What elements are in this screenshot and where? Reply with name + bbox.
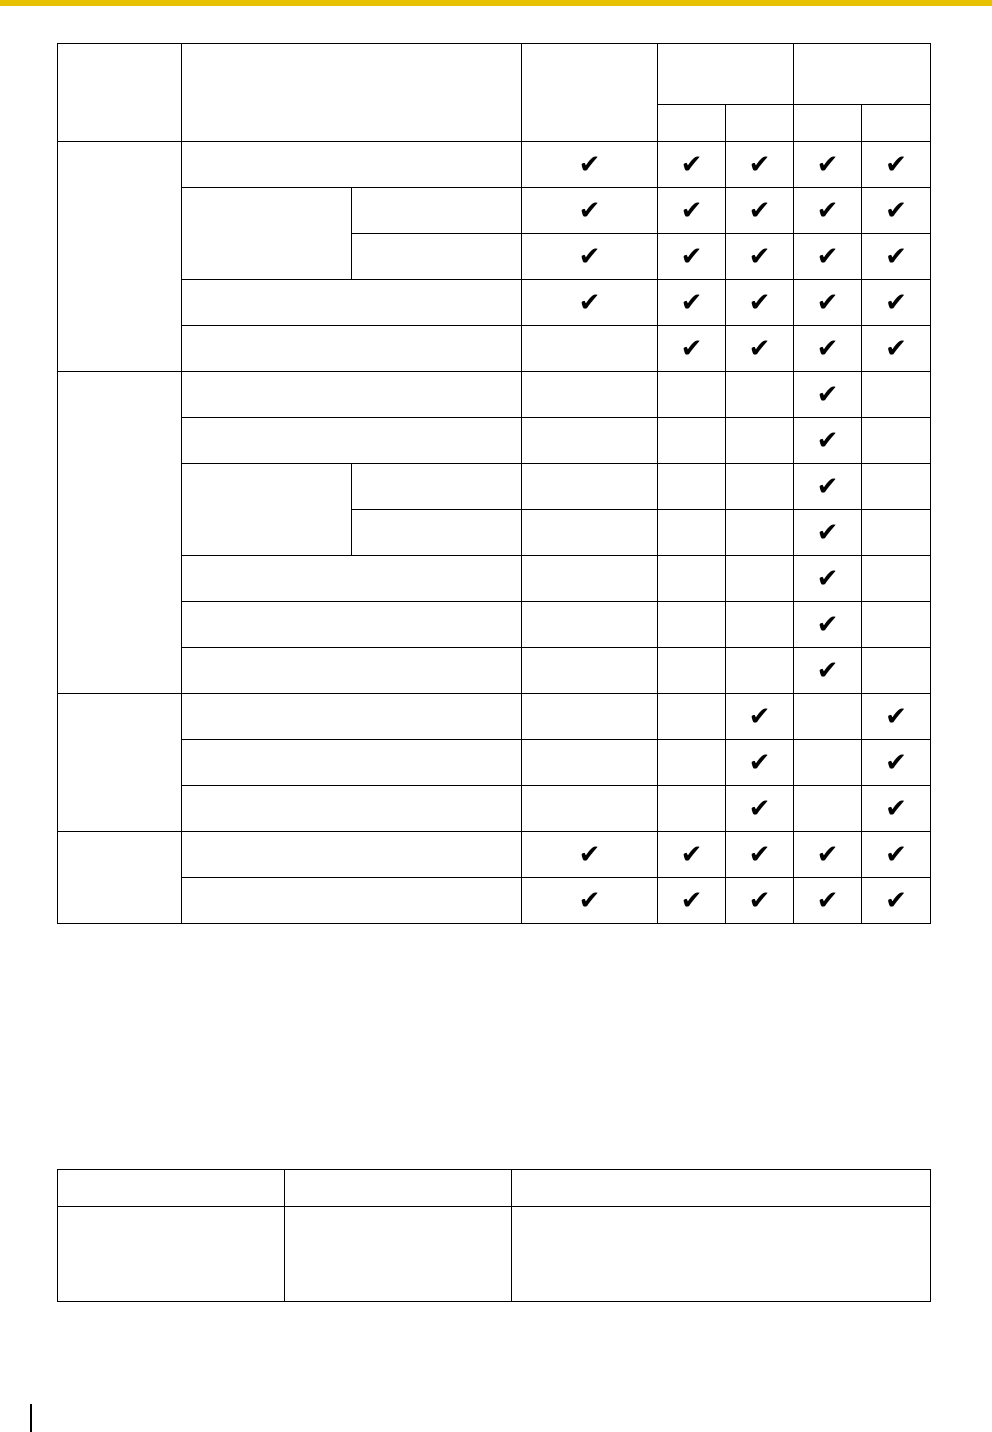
category-cell [58,142,182,372]
check-cell [862,786,931,832]
feature-cell [182,786,522,832]
feature-cell [182,740,522,786]
check-cell [794,694,862,740]
check-mark-icon: ✔ [748,149,771,180]
check-mark-icon: ✔ [885,287,907,318]
check-cell [522,694,658,740]
check-mark-icon: ✔ [680,839,703,870]
check-mark-icon: ✔ [578,241,601,272]
check-cell [726,602,794,648]
check-mark-icon: ✔ [816,517,839,548]
check-mark-icon: ✔ [885,885,907,916]
check-mark-icon: ✔ [578,839,601,870]
check-cell [522,234,658,280]
check-cell [862,188,931,234]
check-mark-icon: ✔ [816,149,839,180]
check-cell [794,464,862,510]
check-cell [522,326,658,372]
check-mark-icon: ✔ [885,701,907,732]
check-mark-icon: ✔ [816,563,839,594]
check-cell [658,786,726,832]
check-cell [522,464,658,510]
check-cell [862,648,931,694]
category-cell [58,372,182,694]
check-mark-icon: ✔ [680,241,703,272]
check-cell [522,188,658,234]
feature-cell [182,464,352,556]
feature-table [57,43,931,924]
check-cell [726,556,794,602]
table-row [58,786,931,832]
category-cell [58,832,182,924]
info-row [58,1207,931,1302]
table-row [58,556,931,602]
check-cell [794,648,862,694]
check-cell [862,372,931,418]
check-mark-icon: ✔ [816,287,839,318]
check-cell [862,326,931,372]
table-row [58,694,931,740]
check-cell [862,878,931,924]
table-row [58,740,931,786]
feature-cell [182,372,522,418]
check-cell [726,142,794,188]
check-mark-icon: ✔ [578,287,601,318]
check-cell [522,786,658,832]
check-cell [862,510,931,556]
check-cell [862,234,931,280]
check-cell [726,234,794,280]
check-cell [522,372,658,418]
check-cell [658,372,726,418]
check-cell [658,694,726,740]
info-table [57,1169,931,1302]
check-cell [862,418,931,464]
check-cell [522,740,658,786]
check-mark-icon: ✔ [885,333,907,364]
check-mark-icon: ✔ [816,885,839,916]
check-mark-icon: ✔ [885,195,907,226]
check-cell [522,648,658,694]
table-row [58,464,931,510]
feature-cell [182,326,522,372]
check-mark-icon: ✔ [885,747,907,778]
check-cell [522,280,658,326]
feature-cell [182,188,352,280]
check-mark-icon: ✔ [816,195,839,226]
feature-cell [182,556,522,602]
check-cell [794,832,862,878]
feature-cell [182,418,522,464]
check-mark-icon: ✔ [748,287,771,318]
check-cell [794,786,862,832]
check-mark-icon: ✔ [816,333,839,364]
check-cell [794,326,862,372]
table-row [58,878,931,924]
table-row [58,418,931,464]
check-cell [726,878,794,924]
check-cell [726,648,794,694]
check-mark-icon: ✔ [680,885,703,916]
feature-cell [182,142,522,188]
check-mark-icon: ✔ [748,241,771,272]
table-row [58,648,931,694]
header-feature [182,44,522,142]
check-mark-icon: ✔ [816,609,839,640]
check-mark-icon: ✔ [578,885,601,916]
check-mark-icon: ✔ [578,195,601,226]
check-cell [862,740,931,786]
table-row [58,142,931,188]
check-cell [658,142,726,188]
check-mark-icon: ✔ [680,195,703,226]
check-cell [862,832,931,878]
check-cell [658,648,726,694]
subheader-cell [862,105,931,142]
check-cell [794,372,862,418]
check-cell [658,602,726,648]
header-row [58,44,931,105]
subheader-cell [726,105,794,142]
check-mark-icon: ✔ [885,839,907,870]
check-mark-icon: ✔ [816,379,839,410]
subfeature-cell [352,464,522,510]
feature-cell [182,602,522,648]
subheader-cell [794,105,862,142]
check-cell [658,188,726,234]
check-cell [726,740,794,786]
check-cell [522,832,658,878]
check-mark-icon: ✔ [748,793,771,824]
info-cell [58,1207,285,1302]
table-row [58,602,931,648]
check-cell [658,556,726,602]
check-mark-icon: ✔ [680,287,703,318]
subfeature-cell [352,188,522,234]
table-row [58,372,931,418]
check-cell [726,694,794,740]
margin-bar [30,1404,32,1432]
check-mark-icon: ✔ [816,655,839,686]
check-mark-icon: ✔ [748,885,771,916]
check-cell [658,280,726,326]
subfeature-cell [352,510,522,556]
check-mark-icon: ✔ [748,195,771,226]
table-row [58,280,931,326]
check-cell [726,786,794,832]
feature-cell [182,648,522,694]
check-mark-icon: ✔ [816,839,839,870]
check-mark-icon: ✔ [748,747,771,778]
check-cell [658,326,726,372]
table-row [58,832,931,878]
check-cell [658,832,726,878]
check-cell [726,464,794,510]
check-mark-icon: ✔ [748,701,771,732]
check-mark-icon: ✔ [885,241,907,272]
check-cell [862,280,931,326]
check-cell [522,510,658,556]
check-mark-icon: ✔ [885,149,907,180]
check-mark-icon: ✔ [816,425,839,456]
check-cell [862,142,931,188]
table-row [58,188,931,234]
check-cell [726,418,794,464]
table-row [58,326,931,372]
check-cell [726,372,794,418]
check-cell [794,234,862,280]
feature-cell [182,878,522,924]
check-cell [658,418,726,464]
info-header-cell [285,1170,512,1207]
feature-cell [182,832,522,878]
check-cell [794,142,862,188]
check-mark-icon: ✔ [680,149,703,180]
check-cell [726,510,794,556]
check-cell [522,602,658,648]
check-mark-icon: ✔ [816,471,839,502]
check-cell [862,464,931,510]
check-mark-icon: ✔ [680,333,703,364]
check-cell [862,694,931,740]
top-rule [0,0,992,6]
check-cell [726,188,794,234]
header-group-1 [658,44,794,105]
check-cell [862,556,931,602]
check-cell [726,280,794,326]
header-category [58,44,182,142]
check-cell [794,740,862,786]
check-cell [794,556,862,602]
check-cell [522,418,658,464]
check-cell [522,878,658,924]
feature-cell [182,694,522,740]
check-cell [794,510,862,556]
check-cell [794,602,862,648]
info-header-row [58,1170,931,1207]
check-mark-icon: ✔ [748,839,771,870]
check-mark-icon: ✔ [578,149,601,180]
category-cell [58,694,182,832]
check-mark-icon: ✔ [885,793,907,824]
info-header-cell [512,1170,931,1207]
info-header-cell [58,1170,285,1207]
check-cell [862,602,931,648]
check-mark-icon: ✔ [816,241,839,272]
header-column-1 [522,44,658,142]
info-cell [512,1207,931,1302]
header-group-2 [794,44,931,105]
info-cell [285,1207,512,1302]
check-cell [658,740,726,786]
feature-cell [182,280,522,326]
check-cell [658,234,726,280]
subheader-cell [658,105,726,142]
check-cell [522,556,658,602]
check-cell [726,832,794,878]
check-cell [794,878,862,924]
check-cell [794,418,862,464]
check-cell [658,464,726,510]
check-mark-icon: ✔ [748,333,771,364]
check-cell [794,188,862,234]
check-cell [658,878,726,924]
check-cell [794,280,862,326]
check-cell [522,142,658,188]
subfeature-cell [352,234,522,280]
check-cell [658,510,726,556]
check-cell [726,326,794,372]
